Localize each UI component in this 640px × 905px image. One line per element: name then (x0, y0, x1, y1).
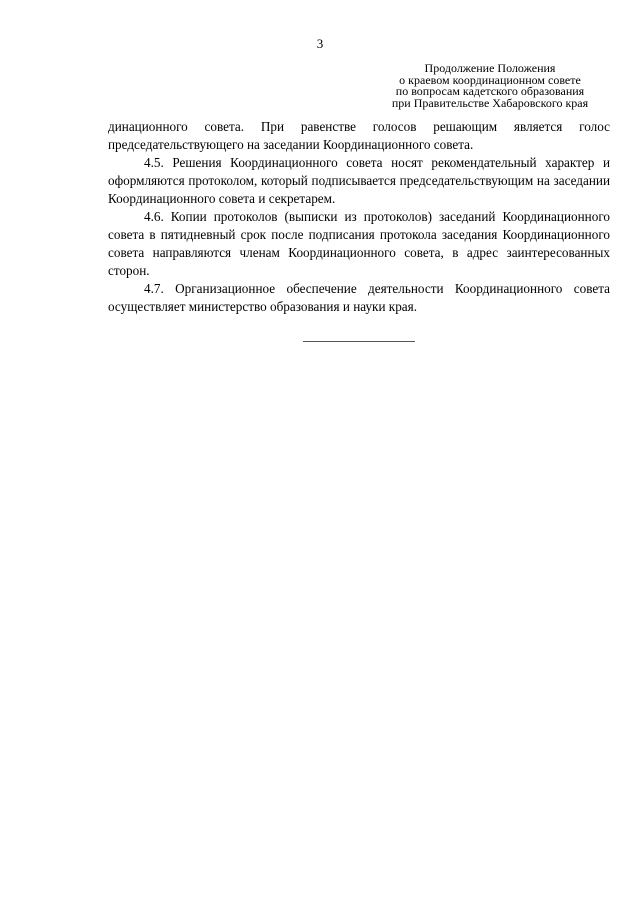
paragraph-4-6: 4.6. Копии протоколов (выписки из протоколов) заседаний Координационного совета в пятидневный срок после подписания протокола заседания Координационного совета направляются членам Координационного совета, в адрес заинтересованных сторон. (108, 209, 610, 278)
document-body (108, 118, 610, 316)
paragraph-4-5: 4.5. Решения Координационного совета носят рекомендательный характер и оформляются протоколом, который подписывается председательствующим на заседании Координационного совета и секретарем. (108, 155, 610, 206)
end-divider-line (303, 341, 415, 342)
header-line: при Правительстве Хабаровского края (391, 95, 589, 110)
paragraph-continuation: динационного совета. При равенстве голосов решающим является голос председательствующего на заседании Координационного совета. (108, 119, 610, 152)
header-line: о краевом координационном совете (399, 72, 581, 87)
header-line: по вопросам кадетского образования (395, 84, 585, 98)
header-line: Продолжение Положения (424, 61, 556, 75)
document-header (370, 63, 610, 109)
page-number: 3 (316, 36, 324, 51)
paragraph-4-7: 4.7. Организационное обеспечение деятельности Координационного совета осуществляет министерство образования и науки края. (108, 281, 610, 314)
